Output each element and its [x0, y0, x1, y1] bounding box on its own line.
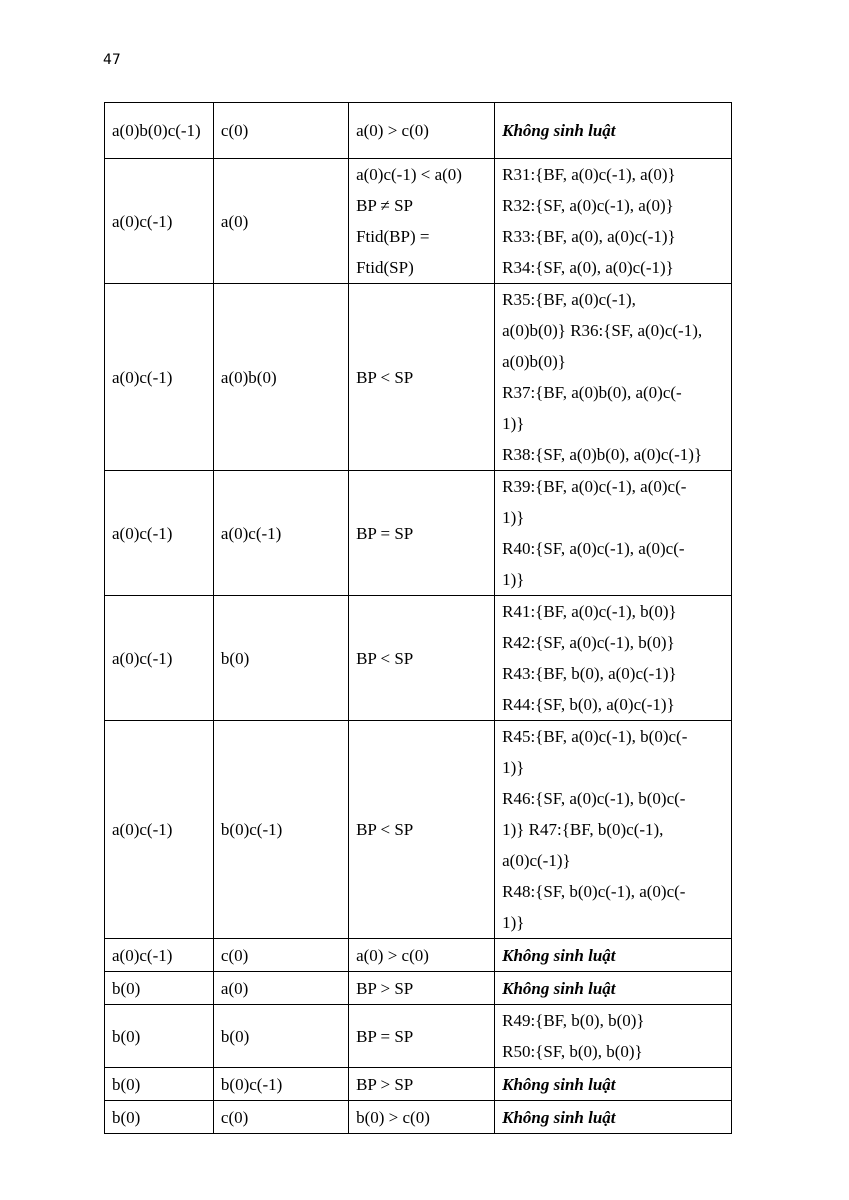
cell-consequent: b(0)c(-1)	[213, 721, 348, 939]
rule-line: R46:{SF, a(0)c(-1), b(0)c(-	[502, 789, 686, 808]
cell-rules	[495, 721, 732, 939]
cell-condition	[349, 1068, 495, 1101]
cell-rules	[495, 972, 732, 1005]
cell-condition	[349, 471, 495, 596]
condition-line: a(0)c(-1) < a(0)	[356, 165, 462, 184]
rule-line: 1)}	[502, 758, 525, 777]
cell-consequent: a(0)c(-1)	[213, 471, 348, 596]
rule-line: R34:{SF, a(0), a(0)c(-1)}	[502, 258, 674, 277]
cell-consequent: b(0)	[213, 596, 348, 721]
condition-line: Ftid(SP)	[356, 258, 414, 277]
condition-line: BP < SP	[356, 648, 414, 668]
cell-condition	[349, 1101, 495, 1134]
rule-line: a(0)b(0)} R36:{SF, a(0)c(-1),	[502, 321, 703, 340]
rule-line: 1)}	[502, 414, 525, 433]
rule-line: 1)}	[502, 913, 525, 932]
rule-line: R44:{SF, b(0), a(0)c(-1)}	[502, 695, 675, 714]
cell-condition	[349, 939, 495, 972]
table-row	[105, 972, 732, 1005]
condition-line: a(0) > c(0)	[356, 945, 429, 965]
cell-rules	[495, 103, 732, 159]
cell-rules	[495, 159, 732, 284]
rule-table-body	[105, 103, 732, 1134]
rule-line: R31:{BF, a(0)c(-1), a(0)}	[502, 165, 676, 184]
rule-table	[104, 102, 732, 1134]
cell-premise: a(0)c(-1)	[105, 284, 214, 471]
rule-line: R37:{BF, a(0)b(0), a(0)c(-	[502, 383, 682, 402]
rule-line: Không sinh luật	[502, 1074, 616, 1094]
cell-condition	[349, 1005, 495, 1068]
cell-rules	[495, 596, 732, 721]
cell-premise: a(0)b(0)c(-1)	[105, 103, 214, 159]
cell-premise: a(0)c(-1)	[105, 159, 214, 284]
rule-line: a(0)c(-1)}	[502, 851, 571, 870]
rule-line: a(0)b(0)}	[502, 352, 566, 371]
cell-condition	[349, 103, 495, 159]
condition-line: b(0) > c(0)	[356, 1107, 430, 1127]
condition-line: BP > SP	[356, 978, 414, 998]
rule-line: Không sinh luật	[502, 121, 616, 140]
rule-line: 1)}	[502, 508, 525, 527]
condition-line: BP > SP	[356, 1074, 414, 1094]
rule-line: R35:{BF, a(0)c(-1),	[502, 290, 636, 309]
rule-line: R48:{SF, b(0)c(-1), a(0)c(-	[502, 882, 686, 901]
cell-rules	[495, 284, 732, 471]
table-row	[105, 1068, 732, 1101]
rule-line: R32:{SF, a(0)c(-1), a(0)}	[502, 196, 674, 215]
cell-condition	[349, 972, 495, 1005]
cell-consequent: b(0)	[213, 1005, 348, 1068]
cell-condition	[349, 284, 495, 471]
cell-consequent: c(0)	[213, 1101, 348, 1134]
cell-premise: a(0)c(-1)	[105, 939, 214, 972]
cell-consequent: c(0)	[213, 103, 348, 159]
table-row	[105, 103, 732, 159]
table-row	[105, 471, 732, 596]
condition-line: BP < SP	[356, 820, 414, 839]
rule-line: R43:{BF, b(0), a(0)c(-1)}	[502, 664, 677, 683]
condition-line: BP = SP	[356, 1026, 414, 1046]
rule-line: R33:{BF, a(0), a(0)c(-1)}	[502, 227, 676, 246]
cell-consequent: b(0)c(-1)	[213, 1068, 348, 1101]
rule-line: R40:{SF, a(0)c(-1), a(0)c(-	[502, 539, 685, 558]
table-row	[105, 939, 732, 972]
cell-rules	[495, 939, 732, 972]
condition-line: BP < SP	[356, 367, 414, 387]
table-row	[105, 596, 732, 721]
cell-rules	[495, 471, 732, 596]
table-row	[105, 1101, 732, 1134]
table-row	[105, 159, 732, 284]
cell-premise: a(0)c(-1)	[105, 596, 214, 721]
rule-line: R49:{BF, b(0), b(0)}	[502, 1011, 645, 1030]
cell-consequent: a(0)	[213, 972, 348, 1005]
cell-condition	[349, 721, 495, 939]
rule-line: Không sinh luật	[502, 978, 616, 998]
rule-line: 1)} R47:{BF, b(0)c(-1),	[502, 820, 664, 839]
cell-premise: b(0)	[105, 1068, 214, 1101]
rule-line: Không sinh luật	[502, 945, 616, 965]
rule-line: R38:{SF, a(0)b(0), a(0)c(-1)}	[502, 445, 703, 464]
cell-rules	[495, 1101, 732, 1134]
cell-rules	[495, 1005, 732, 1068]
table-row	[105, 284, 732, 471]
rule-line: 1)}	[502, 570, 525, 589]
condition-line: BP ≠ SP	[356, 196, 413, 215]
rule-line: R45:{BF, a(0)c(-1), b(0)c(-	[502, 727, 688, 746]
table-row	[105, 1005, 732, 1068]
cell-premise: b(0)	[105, 972, 214, 1005]
rule-line: R50:{SF, b(0), b(0)}	[502, 1042, 643, 1061]
cell-consequent: a(0)b(0)	[213, 284, 348, 471]
rule-line: R41:{BF, a(0)c(-1), b(0)}	[502, 602, 677, 621]
page-number: 47	[103, 52, 121, 68]
cell-premise: b(0)	[105, 1101, 214, 1134]
cell-premise: a(0)c(-1)	[105, 471, 214, 596]
cell-premise: b(0)	[105, 1005, 214, 1068]
cell-rules	[495, 1068, 732, 1101]
cell-premise: a(0)c(-1)	[105, 721, 214, 939]
condition-line: BP = SP	[356, 523, 414, 543]
cell-consequent: a(0)	[213, 159, 348, 284]
condition-line: a(0) > c(0)	[356, 121, 429, 140]
rule-line: R42:{SF, a(0)c(-1), b(0)}	[502, 633, 675, 652]
table-row	[105, 721, 732, 939]
cell-condition	[349, 596, 495, 721]
rule-line: Không sinh luật	[502, 1107, 616, 1127]
cell-condition	[349, 159, 495, 284]
rule-line: R39:{BF, a(0)c(-1), a(0)c(-	[502, 477, 687, 496]
condition-line: Ftid(BP) =	[356, 227, 430, 246]
cell-consequent: c(0)	[213, 939, 348, 972]
